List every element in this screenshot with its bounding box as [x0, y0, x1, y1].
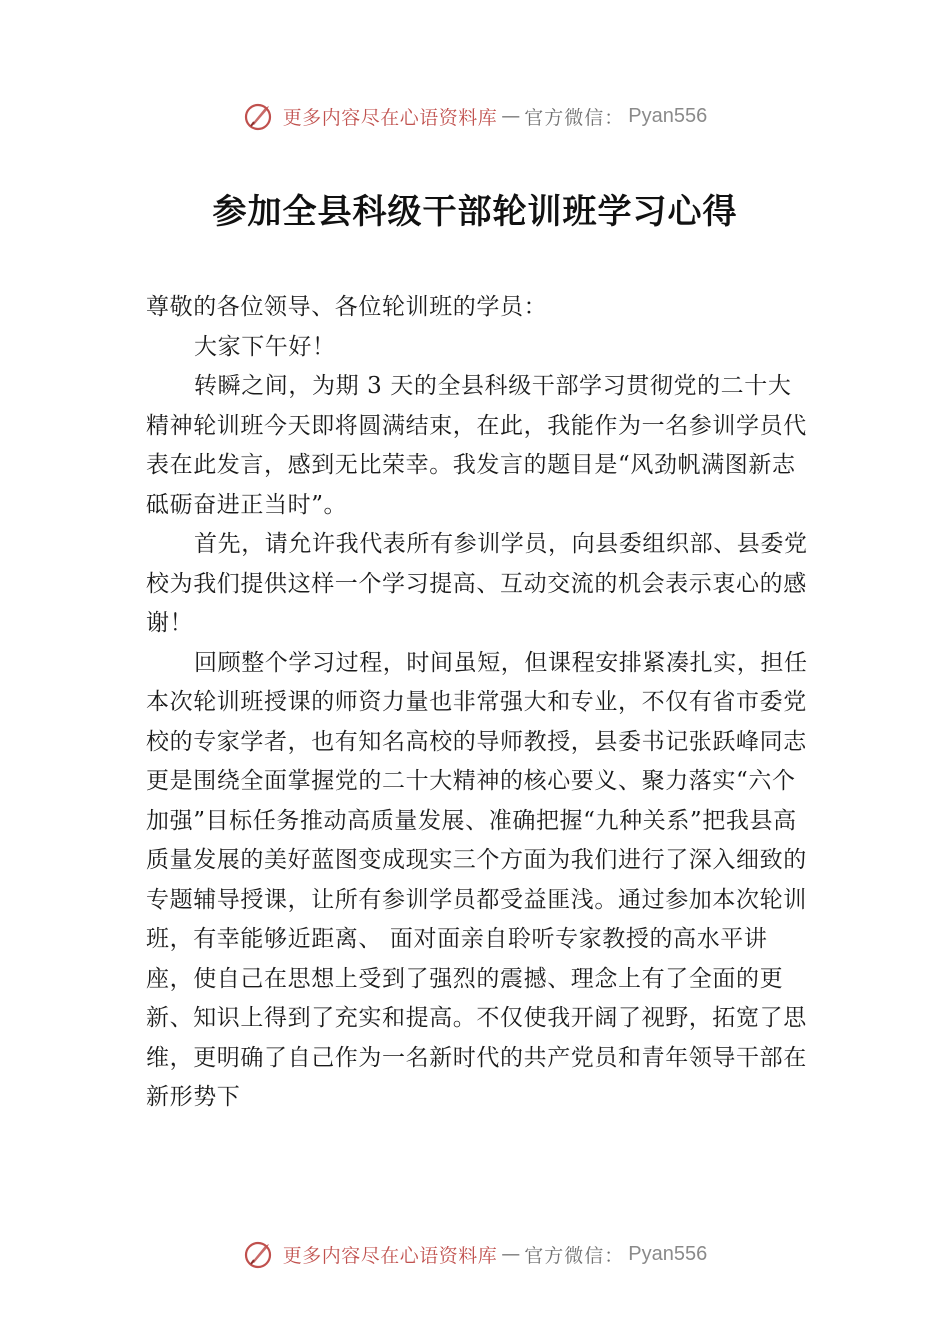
- document-body: [146, 288, 810, 1118]
- footer-wechat-id: Pyan556: [628, 1242, 708, 1265]
- header-banner: [0, 96, 950, 136]
- header-promo-text: 更多内容尽在心语资料库: [282, 106, 498, 129]
- header-separator: —: [501, 105, 521, 127]
- paragraph-thanks: 首先，请允许我代表所有参训学员，向县委组织部、县委党校为我们提供这样一个学习提高、互动交流的机会表示衷心的感谢！: [146, 531, 808, 636]
- footer-banner: [0, 1234, 950, 1274]
- quill-logo-icon: [243, 1238, 275, 1270]
- header-wechat-label: 官方微信：: [524, 106, 625, 129]
- salutation: 尊敬的各位领导、各位轮训班的学员：: [146, 294, 548, 320]
- paragraph-greeting: 大家下午好！: [194, 333, 336, 360]
- document-title: 参加全县科级干部轮训班学习心得: [212, 192, 738, 232]
- paragraph-opening: 转瞬之间，为期 3 天的全县科级干部学习贯彻党的二十大精神轮训班今天即将圆满结束，在此，我能作为一名参训学员代表在此发言，感到无比荣幸。我发言的题目是“风劲帆满图新志砥砺奋进正当时”。: [146, 373, 807, 518]
- footer-promo-text: 更多内容尽在心语资料库: [282, 1244, 498, 1267]
- quill-logo-icon: [243, 100, 275, 132]
- header-wechat-id: Pyan556: [628, 104, 708, 127]
- paragraph-review: 回顾整个学习过程，时间虽短，但课程安排紧凑扎实，担任本次轮训班授课的师资力量也非常强大和专业，不仅有省市委党校的专家学者，也有知名高校的导师教授，县委书记张跃峰同志更是围绕全面掌握党的二十大精神的核心要义、聚力落实“六个加强”目标任务推动高质量发展、准确把握“九种关系”把我县高质量发展的美好蓝图变成现实三个方面为我们进行了深入细致的专题辅导授课，让所有参训学员都受益匪浅。通过参加本次轮训班，有幸能够近距离、 面对面亲自聆听专家教授的高水平讲座，使自己在思想上受到了强烈的震撼、理念上有了全面的更新、知识上得到了充实和提高。不仅使我开阔了视野，拓宽了思维，更明确了自己作为一名新时代的共产党员和青年领导干部在新形势下: [146, 649, 808, 1110]
- footer-separator: —: [501, 1243, 521, 1265]
- footer-wechat-label: 官方微信：: [524, 1244, 625, 1267]
